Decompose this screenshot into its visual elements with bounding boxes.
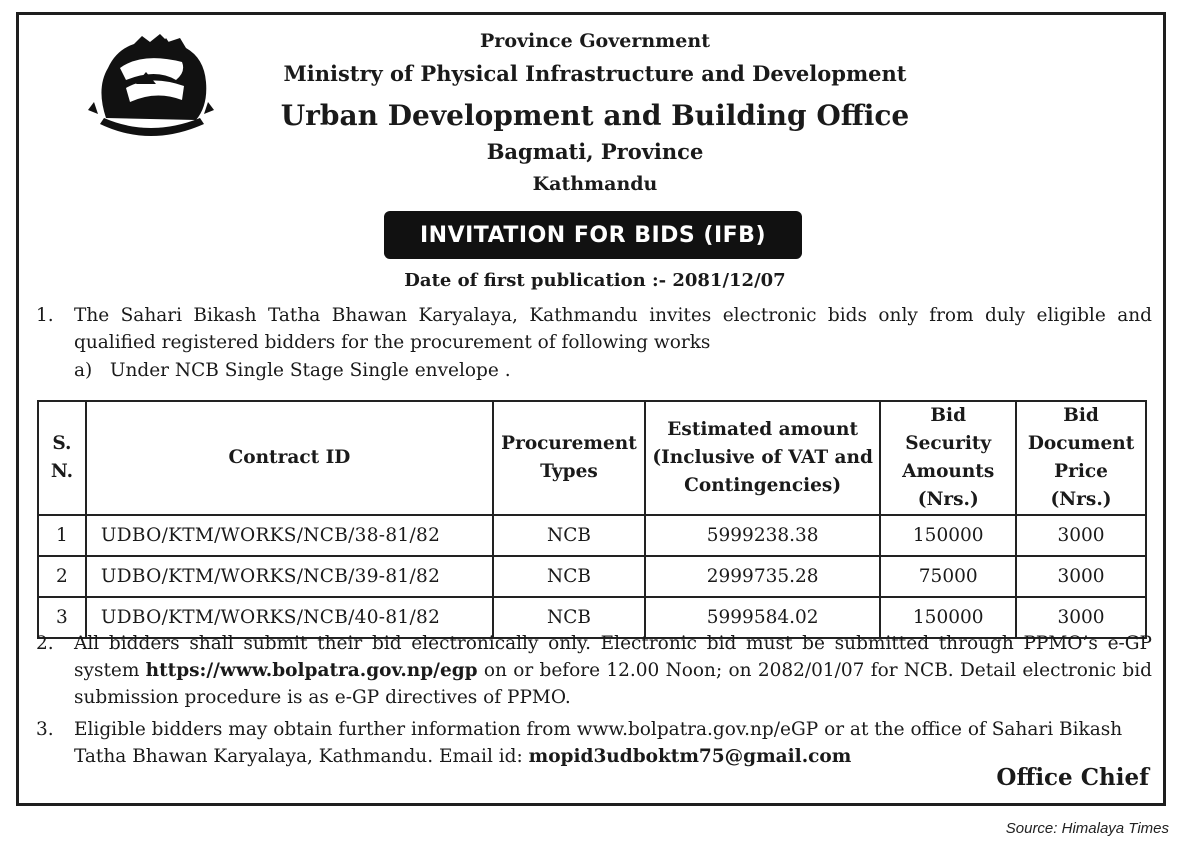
header-estimated-amount: Estimated amount (Inclusive of VAT and Contingencies) [645, 401, 880, 515]
header-doc-price: Bid Document Price (Nrs.) [1016, 401, 1146, 515]
cell-contract-id: UDBO/KTM/WORKS/NCB/40-81/82 [86, 597, 493, 638]
paragraph-number: 1. [36, 305, 54, 326]
sub-item-a: a) Under NCB Single Stage Single envelope . [74, 360, 511, 381]
publication-date: Date of first publication :- 2081/12/07 [404, 270, 786, 291]
paragraph-3 [36, 716, 1152, 770]
contact-email[interactable]: mopid3udboktm75@gmail.com [528, 746, 852, 767]
cell-estimated: 2999735.28 [645, 556, 880, 597]
header-contract-id: Contract ID [86, 401, 493, 515]
header-ministry: Ministry of Physical Infrastructure and Development [283, 61, 907, 86]
cell-contract-id: UDBO/KTM/WORKS/NCB/38-81/82 [86, 515, 493, 556]
source-credit: Source: Himalaya Times [1005, 820, 1169, 837]
paragraph-1 [36, 302, 1152, 356]
paragraph-number: 2. [36, 633, 54, 654]
cell-sn: 1 [38, 515, 86, 556]
cell-security: 150000 [880, 515, 1016, 556]
header-province: Bagmati, Province [486, 139, 704, 164]
cell-price: 3000 [1016, 597, 1146, 638]
cell-estimated: 5999584.02 [645, 597, 880, 638]
cell-estimated: 5999238.38 [645, 515, 880, 556]
table-header-row [38, 401, 1146, 515]
paragraph-text [74, 630, 1152, 711]
signature-office-chief: Office Chief [996, 764, 1149, 791]
nepal-emblem-icon [86, 28, 216, 144]
cell-type: NCB [493, 597, 645, 638]
table-row [38, 515, 1146, 556]
header-procurement-types: Procurement Types [493, 401, 645, 515]
cell-sn: 3 [38, 597, 86, 638]
table-row [38, 556, 1146, 597]
paragraph-text: The Sahari Bikash Tatha Bhawan Karyalaya, Kathmandu invites electronic bids only from duly eligible and qualified registered bidders for the procurement of following works [74, 305, 1152, 353]
header-city: Kathmandu [532, 173, 658, 195]
cell-sn: 2 [38, 556, 86, 597]
header-province-government: Province Government [480, 30, 710, 52]
bids-table [37, 400, 1147, 639]
paragraph-text-part: All bidders shall submit their bid electronically only. Electronic bid must be submitted through PPMO’s e-GP system [74, 633, 1152, 681]
paragraph-2 [36, 630, 1152, 711]
cell-security: 75000 [880, 556, 1016, 597]
paragraph-text [74, 716, 1152, 770]
cell-price: 3000 [1016, 556, 1146, 597]
cell-security: 150000 [880, 597, 1016, 638]
paragraph-number: 3. [36, 719, 54, 740]
header-bid-security: Bid Security Amounts (Nrs.) [880, 401, 1016, 515]
header-office: Urban Development and Building Office [280, 99, 910, 132]
paragraph-text-part: Eligible bidders may obtain further information from www.bolpatra.gov.np/eGP or at the office of Sahari Bikash Tatha Bhawan Karyalaya, Kathmandu. Email id: [74, 719, 1123, 767]
cell-price: 3000 [1016, 515, 1146, 556]
cell-type: NCB [493, 515, 645, 556]
cell-contract-id: UDBO/KTM/WORKS/NCB/39-81/82 [86, 556, 493, 597]
egp-link[interactable]: https://www.bolpatra.gov.np/egp [145, 660, 478, 681]
ifb-title-banner: INVITATION FOR BIDS (IFB) [384, 211, 802, 259]
cell-type: NCB [493, 556, 645, 597]
header-sn: S. N. [38, 401, 86, 515]
paragraph-text-part: on or before 12.00 Noon; on 2082/01/07 for NCB. Detail electronic bid submission procedure is as e-GP directives of PPMO. [74, 660, 1152, 708]
